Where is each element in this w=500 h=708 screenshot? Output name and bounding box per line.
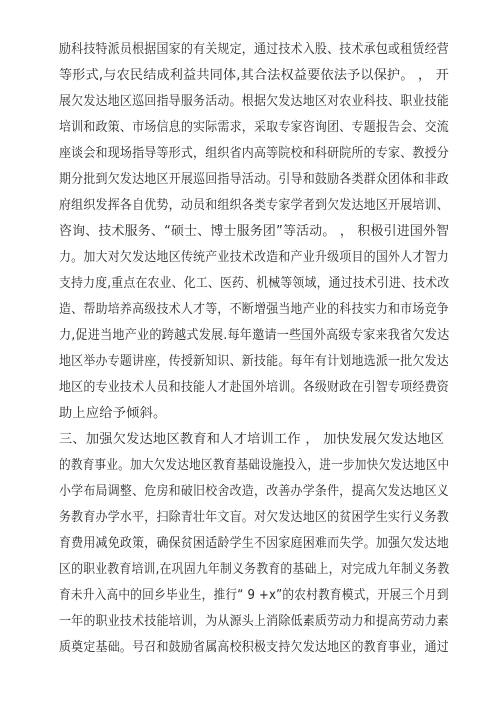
text-line: 座谈会和现场指导等形式，组织省内高等院校和科研院所的专家、教授分 xyxy=(59,146,449,161)
text-line: 咨询、技术服务、“硕士、博士服务团”等活动。 ， 积极引进国外智 xyxy=(59,224,450,239)
text-line: 质奠定基础。号召和鼓励省属高校积极支持欠发达地区的教育事业，通过 xyxy=(59,640,449,655)
text-line: 力。加大对欠发达地区传统产业技术改造和产业升级项目的国外人才智力 xyxy=(59,250,449,265)
text-line: 地区举办专题讲座，传授新知识、新技能。每年有计划地选派一批欠发达 xyxy=(59,354,449,369)
text-line: 一年的职业技术技能培训，为从源头上消除低素质劳动力和提高劳动力素 xyxy=(59,614,449,629)
text-line: 等形式,与农民结成利益共同体,其合法权益要依法予以保护。 ， 开 xyxy=(59,68,450,83)
text-line: 小学布局调整、危房和破旧校舍改造，改善办学条件，提高欠发达地区义 xyxy=(59,484,449,499)
text-line: 展欠发达地区巡回指导服务活动。根据欠发达地区对农业科技、职业技能 xyxy=(59,94,449,109)
text-line: 助上应给予倾斜。 xyxy=(59,406,167,421)
text-line: 期分批到欠发达地区开展巡回指导活动。引导和鼓励各类群众团体和非政 xyxy=(59,172,449,187)
section-heading-line: 三、加强欠发达地区教育和人才培训工作 ， 加快发展欠发达地区 xyxy=(59,432,445,447)
text-line: 培训和政策、市场信息的实际需求，采取专家咨询团、专题报告会、交流 xyxy=(59,120,449,135)
text-line: 府组织发挥各自优势，动员和组织各类专家学者到欠发达地区开展培训、 xyxy=(59,198,449,213)
text-line: 造、帮助培养高级技术人才等，不断增强当地产业的科技实力和市场竞争 xyxy=(59,302,449,317)
text-line: 务教育办学水平，扫除青壮年文盲。对欠发达地区的贫困学生实行义务教 xyxy=(59,510,449,525)
text-line: 力,促进当地产业的跨越式发展.每年邀请一些国外高级专家来我省欠发达 xyxy=(59,328,450,343)
text-line: 支持力度,重点在农业、化工、医药、机械等领域，通过技术引进、技术改 xyxy=(59,276,450,291)
text-line: 地区的专业技术人员和技能人才赴国外培训。各级财政在引智专项经费资 xyxy=(59,380,449,395)
text-line: 的教育事业。加大欠发达地区教育基础设施投入，进一步加快欠发达地区中 xyxy=(59,458,450,473)
text-line: 励科技特派员根据国家的有关规定，通过技术入股、技术承包或租赁经营 xyxy=(59,42,449,57)
text-line: 区的职业教育培训,在巩固九年制义务教育的基础上，对完成九年制义务教 xyxy=(59,562,450,577)
text-line: 育费用减免政策，确保贫困适龄学生不因家庭困难而失学。加强欠发达地 xyxy=(59,536,449,551)
text-line: 育未升入高中的回乡毕业生，推行“ 9 +x”的农村教育模式，开展三个月到 xyxy=(59,588,449,603)
